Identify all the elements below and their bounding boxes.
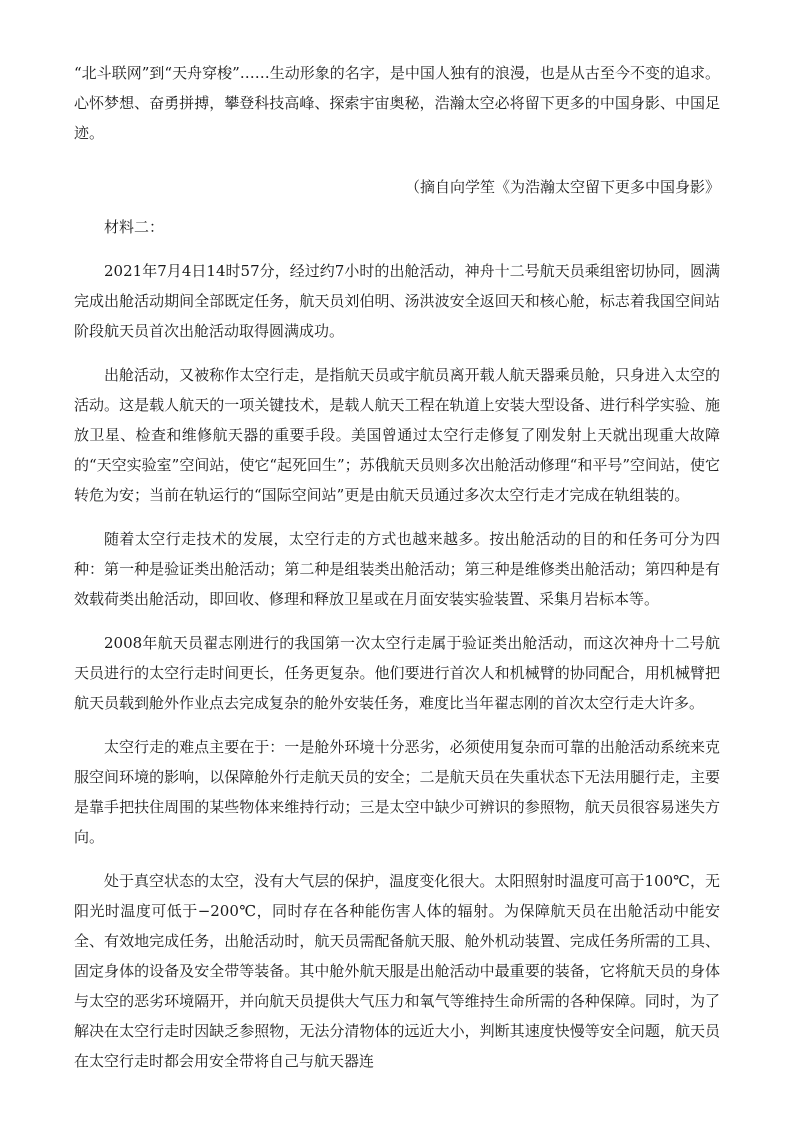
body-paragraph-1: 2021年7月4日14时57分，经过约7小时的出舱活动，神舟十二号航天员乘组密切协同，圆满完成出舱活动期间全部既定任务，航天员刘伯明、汤洪波安全返回天和核心舱，标志着我国空间站阶段航天员首次出舱活动取得圆满成功。 bbox=[74, 262, 720, 340]
source-citation: （摘自向学笙《为浩瀚太空留下更多中国身影》 bbox=[404, 178, 720, 196]
body-paragraph-6: 处于真空状态的太空，没有大气层的保护，温度变化很大。太阳照射时温度可高于100℃，无阳光时温度可低于−200℃，同时存在各种能伤害人体的辐射。为保障航天员在出舱活动中能安全、有效地完成任务，出舱活动时，航天员需配备航天服、舱外机动装置、完成任务所需的工具、固定身体的设备及安全带等装备。其中舱外航天服是出舱活动中最重要的装备，它将航天员的身体与太空的恶劣环境隔开，并向航天员提供大气压力和氧气等维持生命所需的各种保障。同时，为了解决在太空行走时因缺乏参照物，无法分清物体的远近大小，判断其速度快慢等安全问题，航天员在太空行走时都会用安全带将自己与航天器连 bbox=[74, 872, 720, 1070]
body-paragraph-3: 随着太空行走技术的发展，太空行走的方式也越来越多。按出舱活动的目的和任务可分为四种：第一种是验证类出舱活动；第二种是组装类出舱活动；第三种是维修类出舱活动；第四种是有效载荷类出舱活动，即回收、修理和释放卫星或在月面安装实验装置、采集月岩标本等。 bbox=[74, 530, 720, 608]
material-heading: 材料二： bbox=[104, 218, 165, 236]
document-page bbox=[74, 58, 720, 1076]
body-paragraph-5: 太空行走的难点主要在于：一是舱外环境十分恶劣，必须使用复杂而可靠的出舱活动系统来克服空间环境的影响，以保障舱外行走航天员的安全；二是航天员在失重状态下无法用腿行走，主要是靠手把扶住周围的某些物体来维持行动；三是太空中缺少可辨识的参照物，航天员很容易迷失方向。 bbox=[74, 738, 720, 846]
body-paragraph-4: 2008年航天员翟志刚进行的我国第一次太空行走属于验证类出舱活动，而这次神舟十二号航天员进行的太空行走时间更长，任务更复杂。他们要进行首次人和机械臂的协同配合，用机械臂把航天员载到舱外作业点去完成复杂的舱外安装任务，难度比当年翟志刚的首次太空行走大许多。 bbox=[74, 634, 720, 712]
body-paragraph-2: 出舱活动，又被称作太空行走，是指航天员或宇航员离开载人航天器乘员舱，只身进入太空的活动。这是载人航天的一项关键技术，是载人航天工程在轨道上安装大型设备、进行科学实验、施放卫星、检查和维修航天器的重要手段。美国曾通过太空行走修复了刚发射上天就出现重大故障的“天空实验室”空间站，使它“起死回生”；苏俄航天员则多次出舱活动修理“和平号”空间站，使它转危为安；当前在轨运行的“国际空间站”更是由航天员通过多次太空行走才完成在轨组装的。 bbox=[74, 366, 721, 504]
intro-paragraph: “北斗联网”到“天舟穿梭”……生动形象的名字，是中国人独有的浪漫，也是从古至今不变的追求。心怀梦想、奋勇拼搏，攀登科技高峰、探索宇宙奥秘，浩瀚太空必将留下更多的中国身影、中国足迹。 bbox=[74, 64, 720, 142]
